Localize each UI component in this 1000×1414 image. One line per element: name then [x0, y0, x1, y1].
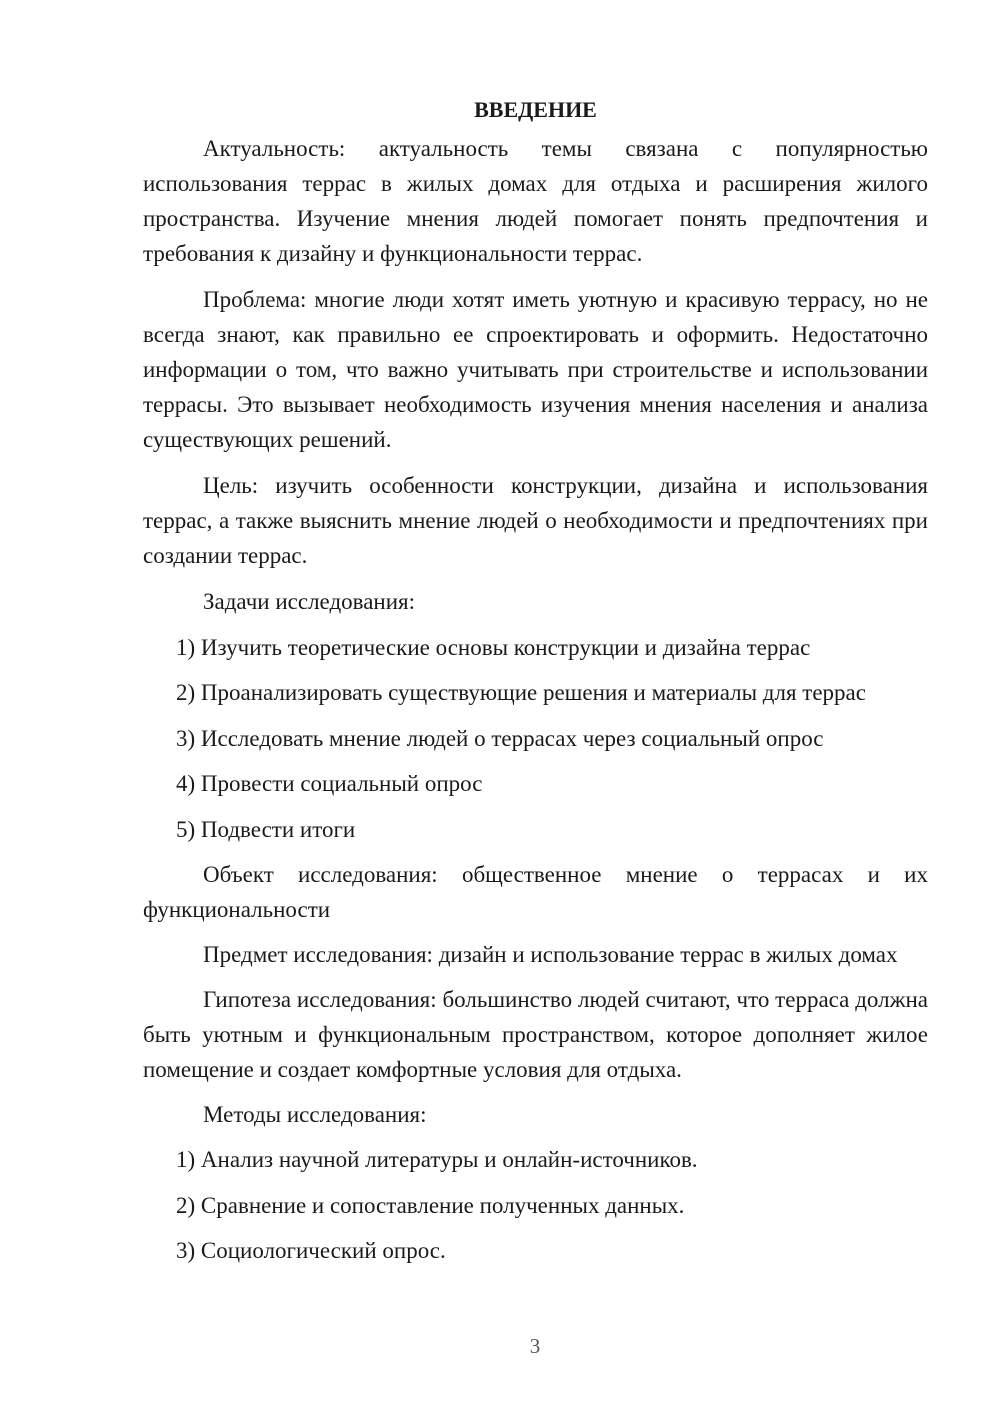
list-item: 1) Изучить теоретические основы конструкции и дизайна террас: [176, 634, 811, 660]
methods-heading: Методы исследования:: [203, 1101, 427, 1127]
list-item: 3) Исследовать мнение людей о террасах через социальный опрос: [176, 725, 824, 751]
tasks-list: [143, 630, 928, 847]
paragraph-goal: Цель: изучить особенности конструкции, дизайна и использования террас, а также выяснить мнение людей о необходимости и предпочтениях при создании террас.: [143, 473, 928, 568]
methods-list: [143, 1142, 928, 1268]
paragraph-hypothesis: Гипотеза исследования: большинство людей считают, что терраса должна быть уютным и функциональным пространством, которое дополняет жилое помещение и создает комфортные условия для отдыха.: [143, 986, 928, 1082]
paragraph-relevance: Актуальность: актуальность темы связана с популярностью использования террас в жилых домах для отдыха и расширения жилого пространства. Изучение мнения людей помогает понять предпочтения и требования к дизайну и функциональности террас.: [143, 136, 928, 266]
list-item: 5) Подвести итоги: [176, 816, 356, 842]
list-item: 1) Анализ научной литературы и онлайн-источников.: [176, 1147, 698, 1172]
tasks-heading: Задачи исследования:: [203, 589, 416, 614]
list-item: 4) Провести социальный опрос: [176, 771, 483, 796]
list-item: 2) Сравнение и сопоставление полученных данных.: [176, 1192, 685, 1218]
page-number: 3: [529, 1334, 541, 1358]
paragraph-problem: Проблема: многие люди хотят иметь уютную и красивую террасу, но не всегда знают, как правильно ее спроектировать и оформить. Недостаточно информации о том, что важно учитывать при строительстве и использовании террасы. Это вызывает необходимость изучения мнения населения и анализа существующих решений.: [143, 287, 928, 452]
list-item: 3) Социологический опрос.: [176, 1238, 446, 1263]
list-item: 2) Проанализировать существующие решения и материалы для террас: [176, 680, 866, 705]
document-page: [143, 92, 928, 1268]
section-title: ВВЕДЕНИЕ: [474, 97, 597, 122]
paragraph-object: Объект исследования: общественное мнение о террасах и их функциональности: [143, 861, 928, 922]
paragraph-subject: Предмет исследования: дизайн и использование террас в жилых домах: [203, 941, 898, 967]
